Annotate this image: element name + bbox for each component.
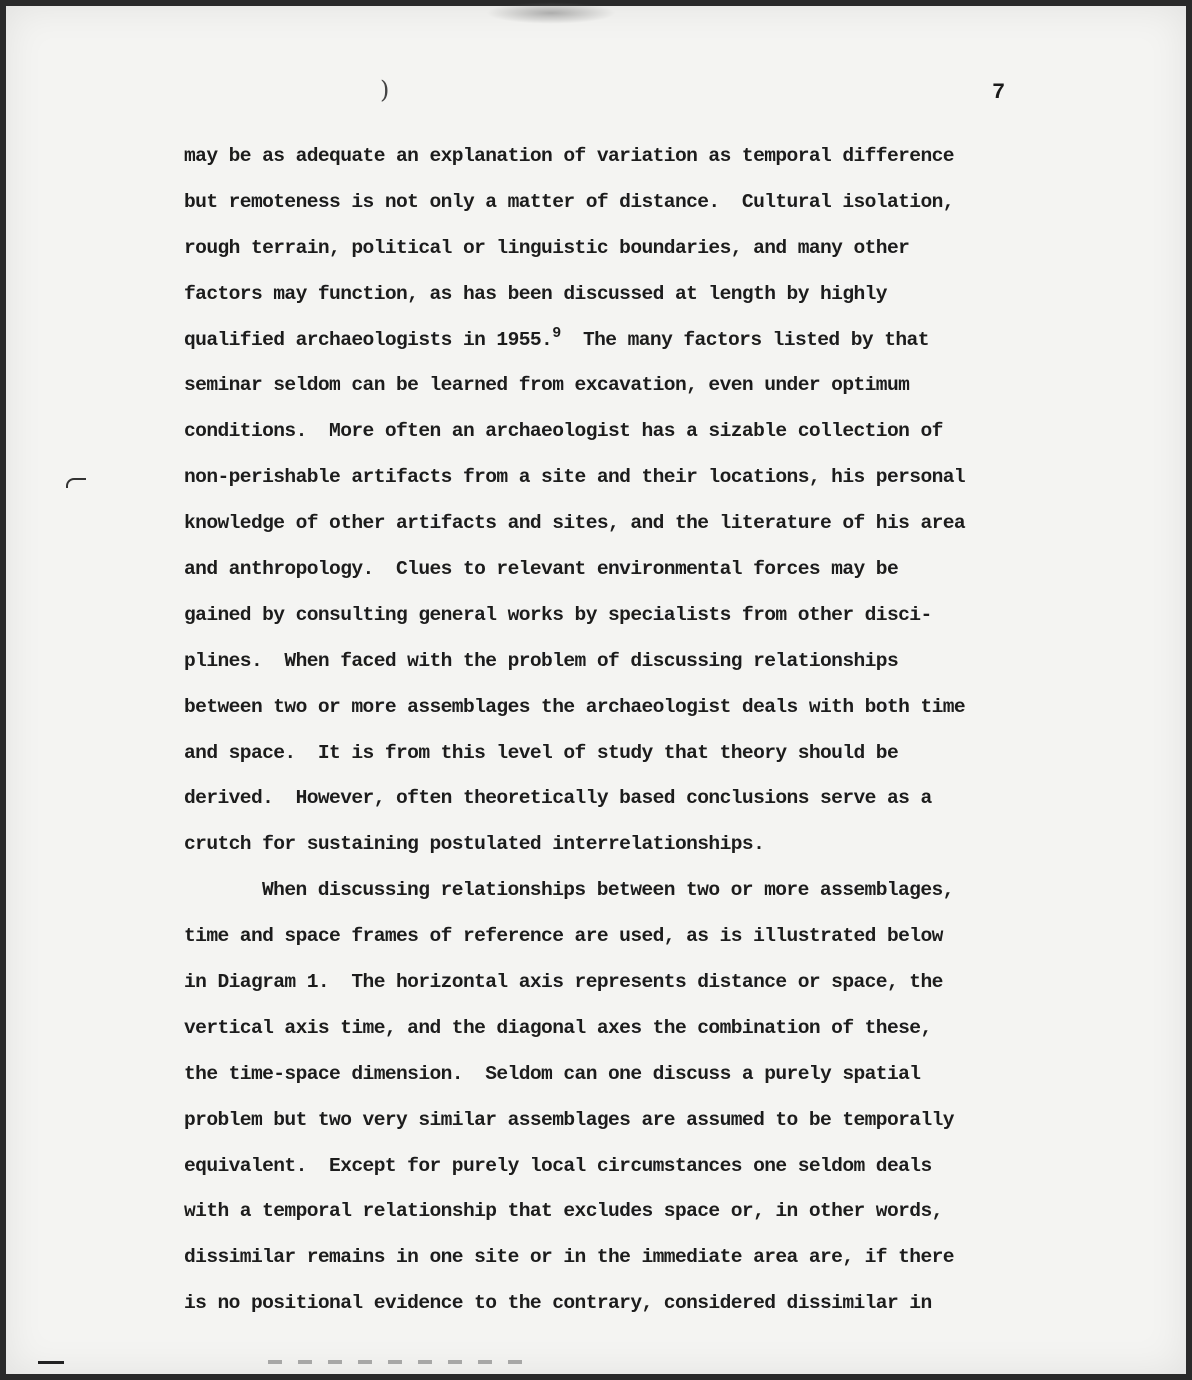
text-line: in Diagram 1. The horizontal axis represents distance or space, the: [184, 971, 943, 994]
footnote-marker: 9: [552, 324, 561, 342]
text-line: time and space frames of reference are used, as is illustrated below: [184, 925, 943, 948]
text-line: vertical axis time, and the diagonal axes the combination of these,: [184, 1016, 932, 1039]
text-line: equivalent. Except for purely local circumstances one seldom deals: [184, 1154, 932, 1177]
text-line: and space. It is from this level of study that theory should be: [184, 741, 899, 764]
text-line: between two or more assemblages the archaeologist deals with both time: [184, 695, 966, 718]
text-line: conditions. More often an archaeologist has a sizable collection of: [184, 420, 943, 443]
text-line: plines. When faced with the problem of discussing relationships: [184, 649, 899, 672]
text-line: the time-space dimension. Seldom can one discuss a purely spatial: [184, 1062, 921, 1085]
text-line: dissimilar remains in one site or in the immediate area are, if there: [184, 1246, 954, 1269]
text-line: and anthropology. Clues to relevant environmental forces may be: [184, 558, 899, 581]
text-line: with a temporal relationship that excludes space or, in other words,: [184, 1200, 943, 1223]
stray-pen-mark: ): [380, 76, 390, 104]
bottom-dash-mark: [38, 1361, 64, 1364]
text-line: seminar seldom can be learned from excavation, even under optimum: [184, 374, 910, 397]
body-text: [184, 134, 1014, 1327]
text-line: crutch for sustaining postulated interrelationships.: [184, 833, 765, 856]
text-line-with-footnote: [184, 318, 1014, 364]
bottom-scan-marks: [268, 1360, 528, 1364]
text-line: factors may function, as has been discussed at length by highly: [184, 282, 887, 305]
text-line: derived. However, often theoretically based conclusions serve as a: [184, 787, 932, 810]
text-span: qualified archaeologists in 1955.: [184, 328, 553, 351]
text-line: gained by consulting general works by specialists from other disci-: [184, 603, 932, 626]
text-line: problem but two very similar assemblages are assumed to be temporally: [184, 1108, 954, 1131]
text-span: The many factors listed by that: [560, 328, 929, 351]
text-line: but remoteness is not only a matter of distance. Cultural isolation,: [184, 190, 954, 213]
text-line: rough terrain, political or linguistic boundaries, and many other: [184, 236, 910, 259]
scan-smudge: [486, 2, 616, 24]
margin-mark: [66, 478, 86, 488]
document-page: [6, 6, 1186, 1374]
page-number: 7: [992, 80, 1006, 105]
text-line: non-perishable artifacts from a site and their locations, his personal: [184, 466, 966, 489]
text-line: knowledge of other artifacts and sites, and the literature of his area: [184, 512, 966, 535]
text-line: may be as adequate an explanation of variation as temporal difference: [184, 145, 954, 167]
paragraph-first-line: When discussing relationships between two or more assemblages,: [262, 879, 954, 902]
text-line: is no positional evidence to the contrary, considered dissimilar in: [184, 1292, 932, 1315]
